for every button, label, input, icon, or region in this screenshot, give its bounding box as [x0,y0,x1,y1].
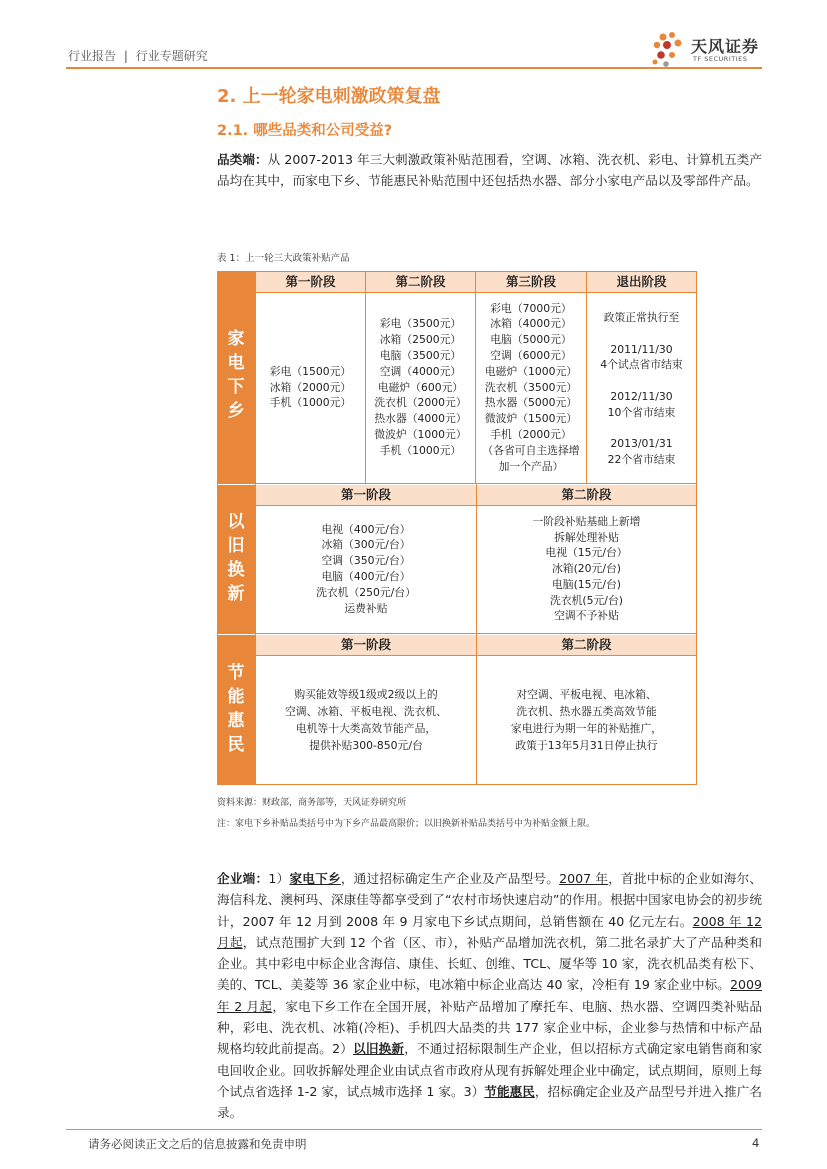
cell-xiaxiang-stage3 [476,292,586,483]
header-xiaxiang-stage2: 第二阶段 [366,272,475,292]
paragraph-enterprise: 企业端：1）家电下乡，通过招标确定生产企业及产品型号。2007 年，首批中标的企业如海尔、海信科龙、澳柯玛、深康佳等都享受到了“农村市场快速启动”的作用。根据中国家电协会的初步统计，2007 年 12 月到 2008 年 9 月家电下乡试点期间，总销售额在 40 亿元左右。2008 年 12 月起，试点范围扩大到 12 个省（区、市），补贴产品增加洗衣机，第二批名录扩大了产品种类和企业。其中彩电中标企业含海信、康佳、长虹、创维、TCL、厦华等 10 家，洗衣机品类有松下、美的、TCL、美菱等 36 家企业中标，电冰箱中标企业高达 40 家，冷柜有 19 家企业中标。2009 年 2 月起，家电下乡工作在全国开展，补贴产品增加了摩托车、电脑、热水器、空调四类补贴品种，彩电、洗衣机、冰箱(冷柜)、手机四大品类的共 177 家企业中标，企业参与热情和中标产品规格均较此前提高。2）以旧换新，不通过招标限制生产企业，但以招标方式确定家电销售商和家电回收企业。回收拆解处理企业由试点省市政府从现有拆解处理企业中确定，试点期间，原则上每个试点省选择 1-2 家，试点城市选择 1 家。3）节能惠民，招标确定企业及产品型号并进入推广名录。 [217,871,763,1121]
cell-line: 冰箱(20元/台) [552,562,621,576]
table-divider [217,483,697,484]
row-label-char: 电 [227,353,245,373]
row-label-char: 惠 [227,711,245,731]
cell-line: 彩电（1500元） [269,364,352,378]
cell-line: 电脑（400元/台） [321,570,411,583]
page-number: 4 [752,1136,760,1150]
cell-line: 电磁炉（1000元） [484,364,578,378]
header-jieneng-stage1: 第一阶段 [256,635,476,655]
subsection-heading: 2.1. 哪些品类和公司受益? [217,123,393,139]
table-divider [365,271,366,483]
row-label-char: 以 [227,512,245,532]
cell-line: 彩电（7000元） [490,301,572,315]
logo-mark-icon [651,30,691,70]
row-label-char: 能 [227,687,245,707]
cell-line: 2013/01/31 [610,437,673,451]
cell-xiaxiang-exit [587,292,696,483]
cell-line: 电脑(15元/台) [552,577,621,591]
cell-line: 空调（4000元） [379,364,462,378]
row-label-char: 民 [227,735,245,755]
cell-line: 微波炉（1000元） [374,427,467,441]
date-2009-02: 2009 年 2 月起 [217,977,762,1014]
cell-line: 一阶段补贴基础上新增 [532,514,641,528]
row-label-jieneng [217,635,255,785]
header-xiaxiang-stage3: 第三阶段 [476,272,586,292]
cell-jieneng-stage1 [256,655,476,784]
footer-divider [66,1129,762,1130]
cell-line: 电机等十大类高效节能产品， [295,721,437,735]
header-xiaxiang-exit: 退出阶段 [587,272,696,292]
table-divider [255,292,697,293]
section-heading: 2. 上一轮家电刺激政策复盘 [217,86,441,107]
cell-line: 4个试点省市结束 [600,358,683,372]
row-label-char: 节 [227,663,245,683]
cell-line: 冰箱（300元/台） [321,538,411,552]
cell-line: 电脑（3500元） [379,349,462,362]
table-divider [476,483,477,785]
cell-line: 手机（2000元） [490,427,572,441]
cell-line: 微波炉（1500元） [484,412,578,426]
cell-line [600,373,682,389]
header-jiuhuanxin-stage2: 第二阶段 [477,485,696,505]
cell-line: 电视（15元/台） [545,546,628,560]
paragraph-text: 从 2007-2013 年三大刺激政策补贴范围看，空调、冰箱、洗衣机、彩电、计算机五类产品均在其中，而家电下乡、节能惠民补贴范围中还包括热水器、部分小家电产品以及零部件产品。 [217,152,762,188]
cell-line: 热水器（4000元） [374,412,467,426]
paragraph-lead: 品类端： [217,152,268,167]
cell-line: 洗衣机(5元/台) [550,593,623,607]
cell-line: 加一个产品） [498,459,564,473]
table-source: 资料来源：财政部，商务部等，天风证券研究所 [217,798,407,808]
header-jieneng-stage2: 第二阶段 [477,635,696,655]
cell-line: 电视（400元/台） [321,522,411,536]
paragraph-category [217,149,762,191]
report-category: 行业报告 | 行业专题研究 [68,49,208,63]
keyword-xiaxiang: 家电下乡 [289,871,341,886]
cell-line: 运费补贴 [344,601,388,615]
cell-line: 22个省市结束 [607,453,676,467]
cell-line: 政策于13年5月31日停止执行 [515,738,658,752]
row-label-xiaxiang [217,271,255,483]
date-2007: 2007 年 [559,871,609,886]
row-label-char: 下 [227,377,245,397]
cell-line: 冰箱（2500元） [379,333,462,347]
keyword-jieneng: 节能惠民 [484,1083,535,1099]
logo-text-en: TF SECURITIES [693,55,748,63]
cell-line [600,421,682,437]
row-label-char: 换 [227,560,245,580]
header-divider [66,67,762,69]
cell-line: 洗衣机、热水器五类高效节能 [516,704,657,718]
cell-line: 空调（6000元） [490,349,572,362]
cell-line: 空调不予补贴 [554,609,619,623]
cell-line: 购买能效等级1级或2级以上的 [294,687,438,701]
cell-line: 电脑（5000元） [490,333,572,347]
cell-jiuhuanxin-stage1 [256,505,476,633]
cell-line: 电磁炉（600元） [377,380,464,394]
cell-line: 手机（1000元） [379,443,462,457]
table-divider [586,271,587,483]
cell-line [600,326,682,342]
footer-disclaimer: 请务必阅读正文之后的信息披露和免责申明 [88,1137,307,1151]
cell-line: 洗衣机（3500元） [484,380,578,394]
cell-jiuhuanxin-stage2 [477,505,696,633]
logo-text-cn: 天风证券 [691,37,760,56]
cell-line: 2011/11/30 [610,342,673,356]
cell-line: 拆解处理补贴 [554,530,619,544]
cell-line: 10个省市结束 [607,405,676,419]
cell-line: 手机（1000元） [269,396,352,410]
cell-line: 冰箱（4000元） [490,317,572,331]
header-jiuhuanxin-stage1: 第一阶段 [256,485,476,505]
row-label-char: 乡 [227,401,245,421]
cell-line: 空调（350元/台） [321,554,411,568]
table-note: 注：家电下乡补贴品类括号中为下乡产品最高限价；以旧换新补贴品类括号中为补贴金额上限。 [217,819,596,829]
cell-line: 提供补贴300-850元/台 [309,738,423,752]
cell-line: 2012/11/30 [610,389,673,403]
cell-xiaxiang-stage2 [366,292,475,483]
company-logo [651,30,766,70]
table-divider [475,271,476,483]
table-caption: 表 1：上一轮三大政策补贴产品 [217,253,350,264]
cell-jieneng-stage2 [477,655,696,784]
keyword-jiuhuanxin: 以旧换新 [353,1041,405,1057]
cell-line: 政策正常执行至 [603,311,680,324]
date-2008-12: 2008 年 12 月起 [217,913,762,950]
cell-line: 彩电（3500元） [379,317,462,331]
cell-line: 对空调、平板电视、电冰箱、 [516,687,657,701]
row-label-char: 家 [227,329,245,349]
cell-xiaxiang-stage1 [256,292,365,483]
table-divider [255,271,256,785]
cell-line: 家电进行为期一年的补贴推广， [510,721,663,735]
table-divider [217,633,697,634]
row-label-jiuhuanxin [217,485,255,633]
cell-line: 洗衣机（2000元） [374,396,467,410]
cell-line: 热水器（5000元） [484,396,578,410]
paragraph-lead: 企业端： [217,871,269,886]
cell-line: 冰箱（2000元） [269,380,352,394]
row-label-char: 新 [227,584,245,604]
cell-line: 空调、冰箱、平板电视、洗衣机、 [285,704,447,718]
cell-line: 洗衣机（250元/台） [316,585,416,599]
cell-line: （各省可自主选择增 [482,443,580,457]
header-xiaxiang-stage1: 第一阶段 [256,272,365,292]
row-label-char: 旧 [227,536,245,556]
